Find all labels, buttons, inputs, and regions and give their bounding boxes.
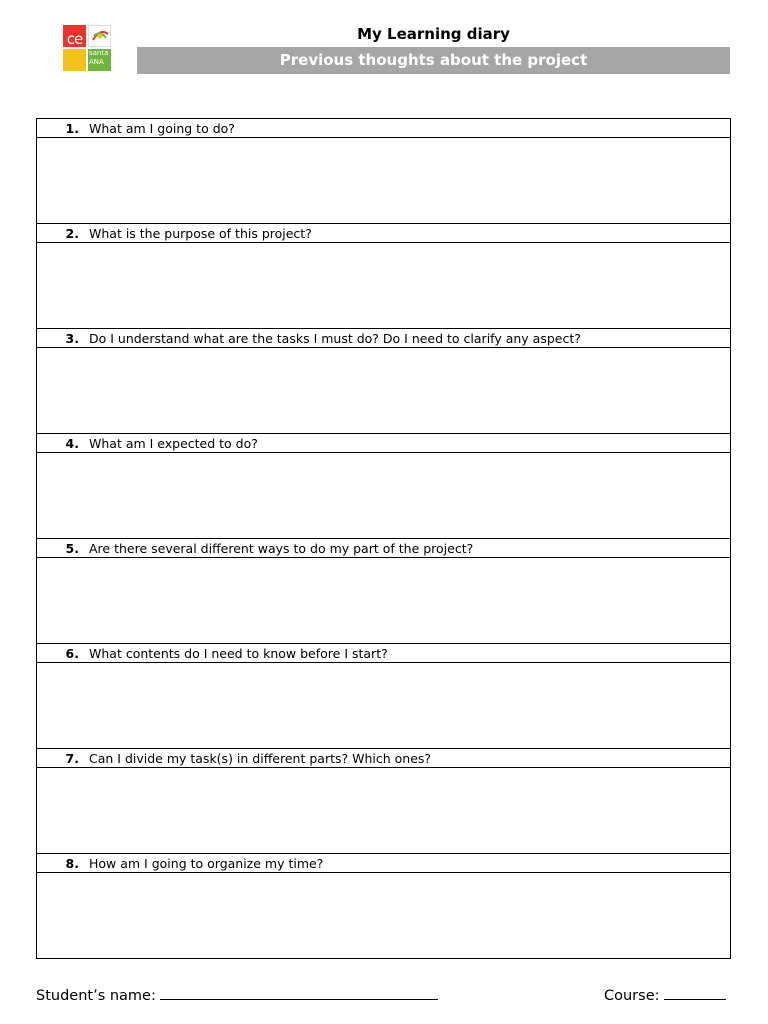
question-text: What is the purpose of this project? xyxy=(89,225,312,241)
question-number: 6. xyxy=(65,645,79,661)
answer-row xyxy=(37,768,731,854)
answer-row xyxy=(37,453,731,539)
questions-table xyxy=(36,118,731,959)
answer-box[interactable] xyxy=(37,873,731,959)
answer-row xyxy=(37,558,731,644)
question-text: What am I going to do? xyxy=(89,120,235,136)
answer-box[interactable] xyxy=(37,663,731,749)
question-text: How am I going to organize my time? xyxy=(89,855,324,871)
course-field[interactable] xyxy=(604,985,726,1006)
logo-yellow-block xyxy=(63,49,86,71)
course-line[interactable] xyxy=(664,985,726,1000)
question-number: 3. xyxy=(65,330,79,346)
answer-row xyxy=(37,243,731,329)
question-row xyxy=(37,749,731,768)
question-row xyxy=(37,119,731,138)
student-name-label: Student’s name: xyxy=(36,988,156,1004)
question-number: 1. xyxy=(65,120,79,136)
answer-row xyxy=(37,663,731,749)
question-number: 4. xyxy=(65,435,79,451)
question-text: Can I divide my task(s) in different parts? Which ones? xyxy=(89,750,432,766)
question-text: Do I understand what are the tasks I must do? Do I need to clarify any aspect? xyxy=(89,330,581,346)
logo-santa-ana-text: santa ANA xyxy=(88,49,111,71)
question-text: Are there several different ways to do my part of the project? xyxy=(89,540,474,556)
question-row xyxy=(37,854,731,873)
question-cell xyxy=(37,119,731,138)
question-row xyxy=(37,539,731,558)
question-cell xyxy=(37,644,731,663)
question-row xyxy=(37,329,731,348)
answer-row xyxy=(37,873,731,959)
page-title: My Learning diary xyxy=(357,25,510,43)
question-cell xyxy=(37,329,731,348)
question-number: 5. xyxy=(65,540,79,556)
answer-box[interactable] xyxy=(37,243,731,329)
question-row xyxy=(37,644,731,663)
logo-ce-text: ce xyxy=(63,25,86,47)
question-row xyxy=(37,434,731,453)
question-cell xyxy=(37,434,731,453)
question-text: What contents do I need to know before I start? xyxy=(89,645,388,661)
answer-box[interactable] xyxy=(37,348,731,434)
question-cell xyxy=(37,224,731,243)
question-row xyxy=(37,224,731,243)
answer-row xyxy=(37,348,731,434)
answer-row xyxy=(37,138,731,224)
student-name-line[interactable] xyxy=(160,985,438,1000)
page-subtitle: Previous thoughts about the project xyxy=(137,47,730,74)
answer-box[interactable] xyxy=(37,768,731,854)
answer-box[interactable] xyxy=(37,138,731,224)
question-number: 7. xyxy=(65,750,79,766)
question-cell xyxy=(37,539,731,558)
answer-box[interactable] xyxy=(37,453,731,539)
question-number: 8. xyxy=(65,855,79,871)
logo-emblem-icon xyxy=(88,25,111,47)
school-logo xyxy=(63,25,111,71)
course-label: Course: xyxy=(604,988,660,1004)
question-cell xyxy=(37,854,731,873)
question-cell xyxy=(37,749,731,768)
question-text: What am I expected to do? xyxy=(89,435,258,451)
student-name-field[interactable] xyxy=(36,985,438,1006)
answer-box[interactable] xyxy=(37,558,731,644)
question-number: 2. xyxy=(65,225,79,241)
